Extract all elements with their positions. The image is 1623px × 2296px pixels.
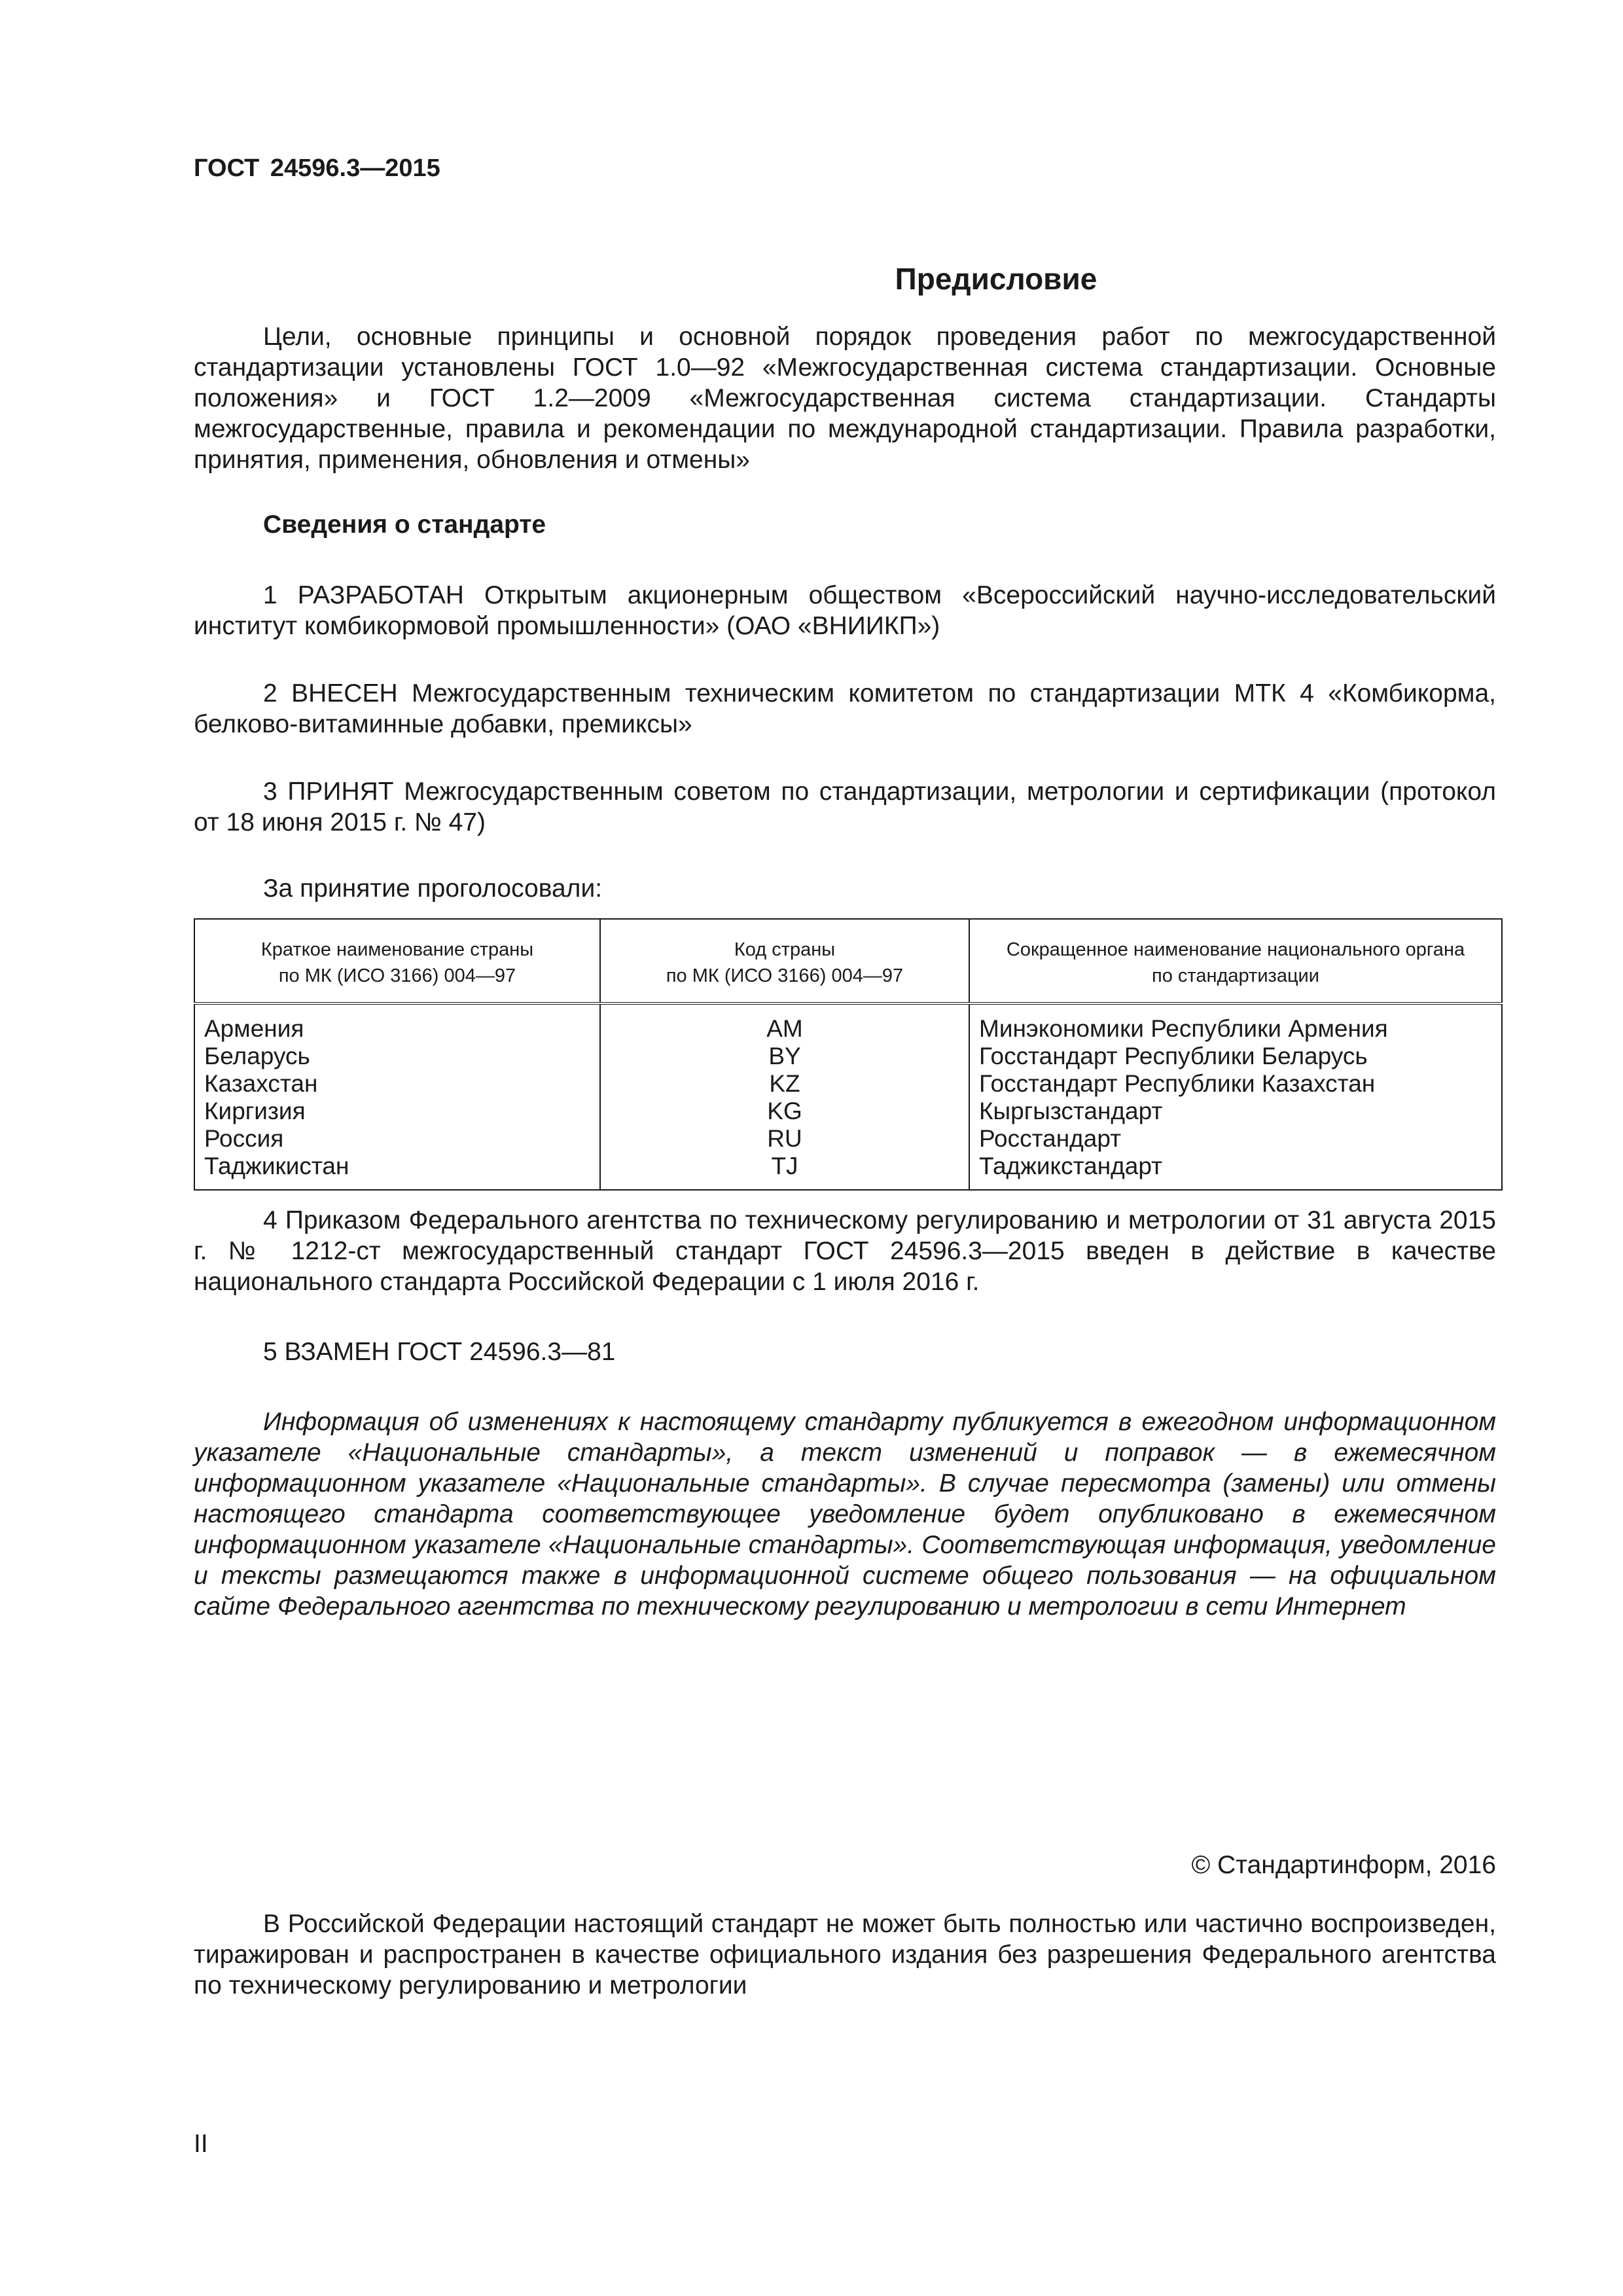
vote-intro: За принятие проголосовали: [263, 874, 603, 903]
country-code: TJ [600, 1153, 969, 1190]
country-code: BY [600, 1043, 969, 1070]
country-code: RU [600, 1125, 969, 1153]
item-1-developer: 1 РАЗРАБОТАН Открытым акционерным обществом «Всероссийский научно-исследовательский институт комбикормовой промышленности» (ОАО «ВНИИКП») [194, 581, 1496, 640]
copyright-notice: © Стандартинформ, 2016 [1191, 1851, 1496, 1879]
table-row [194, 1070, 1502, 1098]
standards-body: Минэкономики Республики Армения [969, 1003, 1502, 1043]
header-country-code: Код страны по МК (ИСО 3166) 004—97 [600, 919, 969, 1003]
document-id: ГОСТ 24596.3—2015 [194, 154, 440, 182]
country-code: KG [600, 1098, 969, 1125]
item-2-submitter: 2 ВНЕСЕН Межгосударственным техническим комитетом по стандартизации МТК 4 «Комбикорма, белково-витаминные добавки, премиксы» [194, 679, 1496, 738]
country-name: Киргизия [204, 1098, 306, 1124]
standard-info-heading: Сведения о стандарте [263, 511, 546, 539]
standards-body: Росстандарт [969, 1125, 1502, 1153]
section-heading: Предисловие [895, 262, 1097, 296]
page-content [194, 154, 1496, 2001]
table-row [194, 1043, 1502, 1070]
standards-body: Госстандарт Республики Казахстан [969, 1070, 1502, 1098]
item-3-adoption: 3 ПРИНЯТ Межгосударственным советом по стандартизации, метрологии и сертификации (протокол от 18 июня 2015 г. № 47) [194, 778, 1496, 836]
header-country-name: Краткое наименование страны по МК (ИСО 3166) 004—97 [194, 919, 600, 1003]
country-name: Россия [204, 1125, 284, 1152]
standards-body: Госстандарт Республики Беларусь [969, 1043, 1502, 1070]
item-4-enactment: 4 Приказом Федерального агентства по техническому регулированию и метрологии от 31 августа 2015 г. № 1212-ст межгосударственный стандарт ГОСТ 24596.3—2015 введен в действие в качестве национального стандарта Российской Федерации с 1 июля 2016 г. [194, 1206, 1496, 1296]
country-code: AM [600, 1003, 969, 1043]
table-row [194, 1098, 1502, 1125]
header-standards-body: Сокращенное наименование национального органа по стандартизации [969, 919, 1502, 1003]
table-header-row [194, 919, 1502, 1003]
changes-info-note: Информация об изменениях к настоящему стандарту публикуется в ежегодном информационном указателе «Национальные стандарты», а текст изменений и поправок — в ежемесячном информационном указателе «Национальные стандарты». В случае пересмотра (замены) или отмены настоящего стандарта соответствующее уведомление будет опубликовано в ежемесячном информационном указателе «Национальные стандарты». Соответствующая информация, уведомление и тексты размещаются также в информационной системе общего пользования — на официальном сайте Федерального агентства по техническому регулированию и метрологии в сети Интернет [194, 1408, 1496, 1621]
country-name: Армения [204, 1015, 304, 1042]
standards-body: Кыргызстандарт [969, 1098, 1502, 1125]
intro-paragraph: Цели, основные принципы и основной порядок проведения работ по межгосударственной стандартизации установлены ГОСТ 1.0—92 «Межгосударственная система стандартизации. Основные положения» и ГОСТ 1.2—2009 «Межгосударственная система стандартизации. Стандарты межгосударственные, правила и рекомендации по международной стандартизации. Правила разработки, принятия, применения, обновления и отмены» [194, 323, 1496, 474]
standards-body: Таджикстандарт [969, 1153, 1502, 1190]
page-number: II [194, 2130, 208, 2158]
country-name: Казахстан [204, 1070, 318, 1097]
table-row [194, 1125, 1502, 1153]
country-code: KZ [600, 1070, 969, 1098]
voting-countries-table [194, 918, 1503, 1191]
table-row [194, 1153, 1502, 1190]
table-row [194, 1003, 1502, 1043]
country-name: Таджикистан [204, 1153, 349, 1179]
country-name: Беларусь [204, 1043, 310, 1069]
item-5-replaces: 5 ВЗАМЕН ГОСТ 24596.3—81 [263, 1338, 616, 1366]
reproduction-rights-notice: В Российской Федерации настоящий стандарт не может быть полностью или частично воспроизведен, тиражирован и распространен в качестве официального издания без разрешения Федерального агентства по техническому регулированию и метрологии [194, 1910, 1496, 2000]
